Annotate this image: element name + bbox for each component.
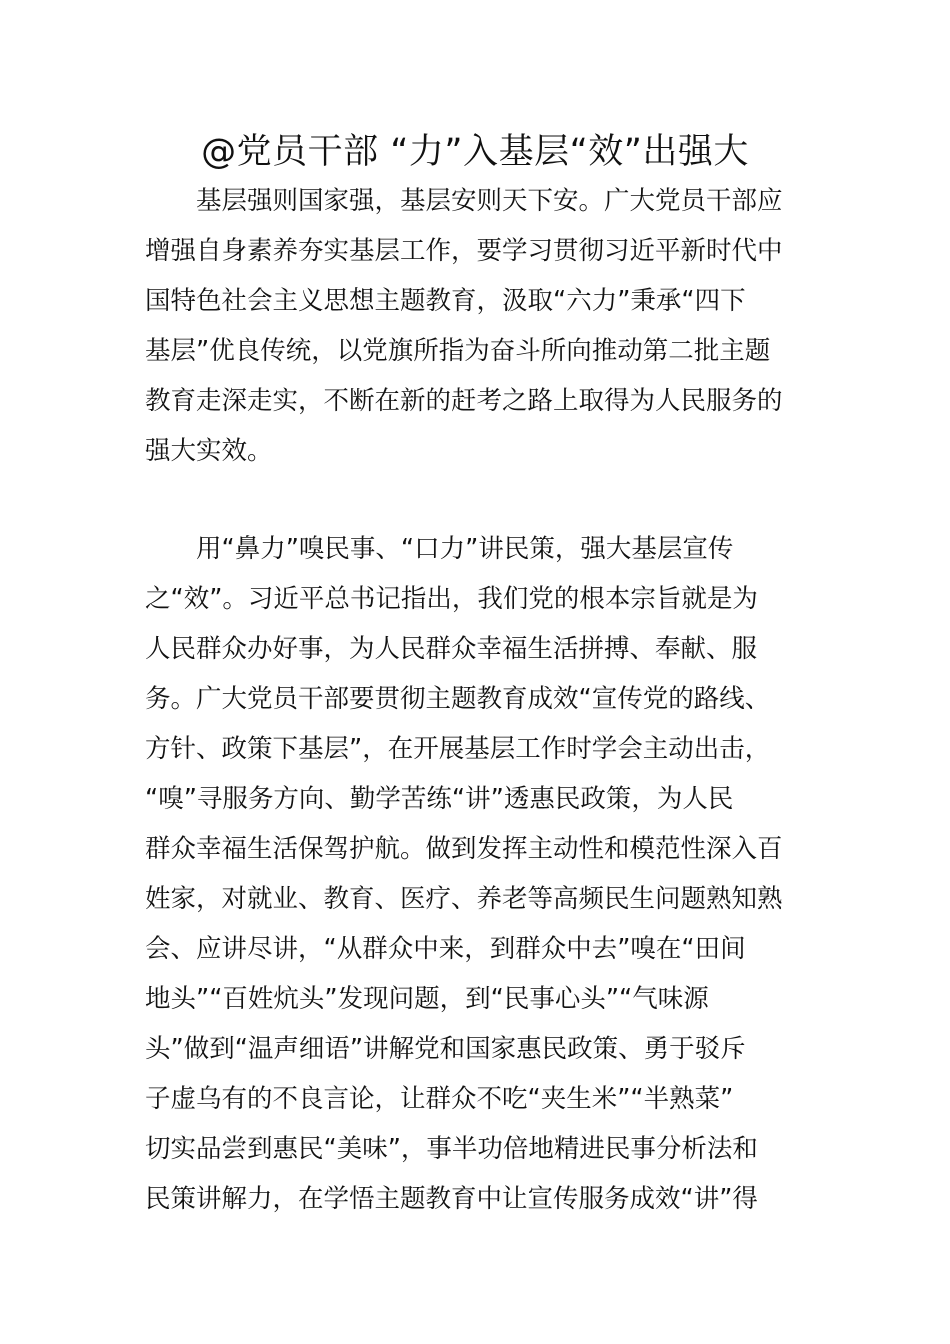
paragraph-line: 基层强则国家强，基层安则天下安。广大党员干部应	[145, 186, 783, 216]
paragraph-line: 会、应讲尽讲，“从群众中来，到群众中去”嗅在“田间	[145, 934, 746, 964]
paragraph-line: 务。广大党员干部要贯彻主题教育成效“宣传党的路线、	[145, 684, 771, 714]
paragraph-line: 强大实效。	[145, 436, 273, 466]
paragraph-line: 民策讲解力，在学悟主题教育中让宣传服务成效“讲”得	[145, 1184, 758, 1214]
paragraph-line: 方针、政策下基层”，在开展基层工作时学会主动出击，	[145, 734, 771, 764]
paragraph-line: 国特色社会主义思想主题教育，汲取“六力”秉承“四下	[145, 286, 746, 316]
paragraph-line: 姓家，对就业、教育、医疗、养老等高频民生问题熟知熟	[145, 884, 783, 914]
paragraph-line: 用“鼻力”嗅民事、“口力”讲民策，强大基层宣传	[145, 534, 734, 564]
paragraph-line: 人民群众办好事，为人民群众幸福生活拼搏、奉献、服	[145, 634, 758, 664]
paragraph-2	[145, 524, 810, 1224]
paragraph-line: 增强自身素养夯实基层工作，要学习贯彻习近平新时代中	[145, 236, 783, 266]
paragraph-line: 之“效”。习近平总书记指出，我们党的根本宗旨就是为	[145, 584, 758, 614]
paragraph-1	[145, 176, 810, 476]
paragraph-line: 教育走深走实，不断在新的赶考之路上取得为人民服务的	[145, 386, 783, 416]
paragraph-line: 头”做到“温声细语”讲解党和国家惠民政策、勇于驳斥	[145, 1034, 746, 1064]
paragraph-line: 基层”优良传统，以党旗所指为奋斗所向推动第二批主题	[145, 336, 771, 366]
document-title: @党员干部 “力”入基层“效”出强大	[201, 132, 749, 172]
paragraph-line: 切实品尝到惠民“美味”，事半功倍地精进民事分析法和	[145, 1134, 758, 1164]
paragraph-line: 子虚乌有的不良言论，让群众不吃“夹生米”“半熟菜”	[145, 1084, 734, 1114]
paragraph-line: 群众幸福生活保驾护航。做到发挥主动性和模范性深入百	[145, 834, 783, 864]
paragraph-line: “嗅”寻服务方向、勤学苦练“讲”透惠民政策，为人民	[145, 784, 734, 814]
paragraph-line: 地头”“百姓炕头”发现问题，到“民事心头”“气味源	[145, 984, 709, 1014]
